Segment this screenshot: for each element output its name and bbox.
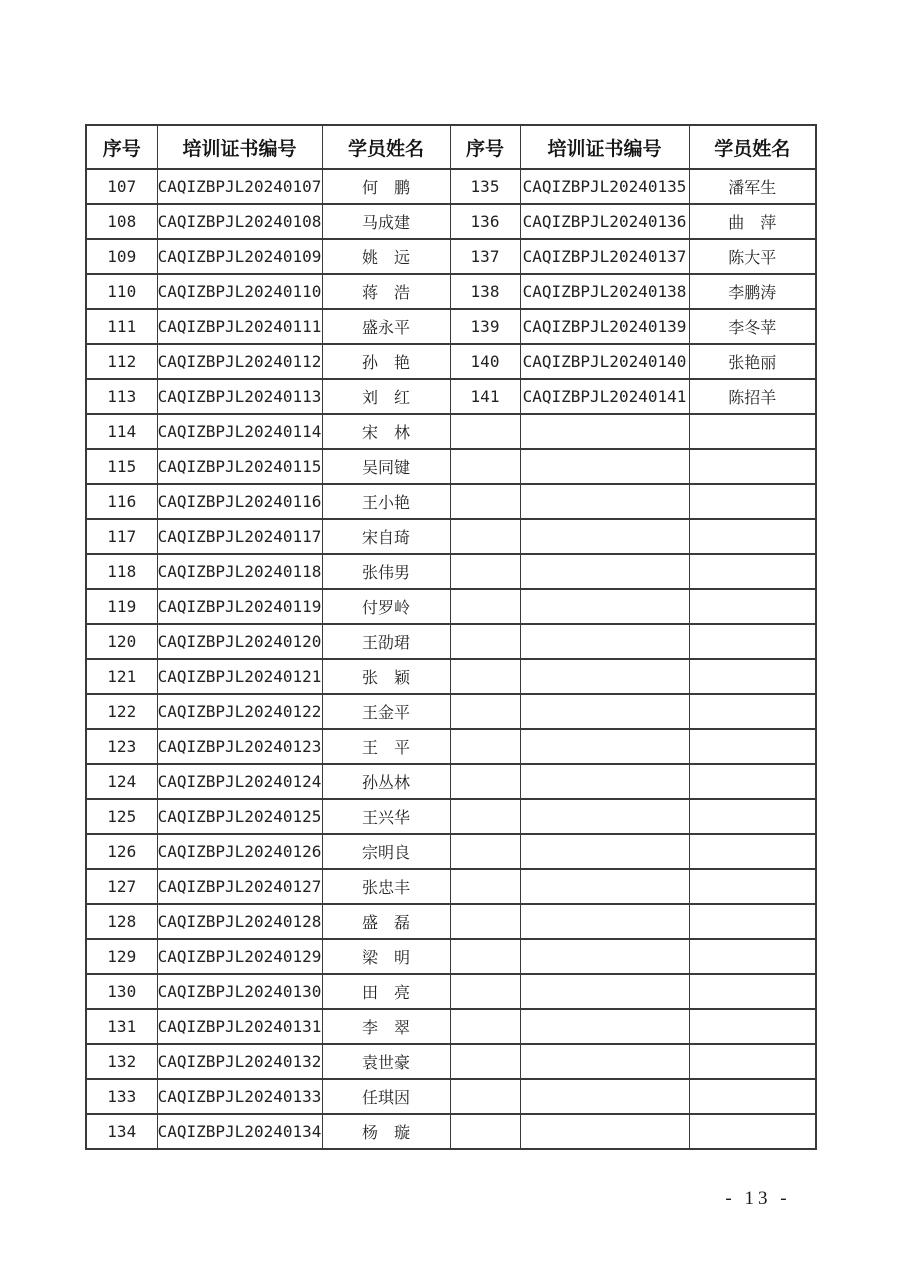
table-row: [86, 309, 816, 344]
cert-cell: [520, 904, 689, 939]
table-row: [86, 1009, 816, 1044]
cert-cell: CAQIZBPJL20240133: [157, 1079, 322, 1114]
serial-cell: [450, 519, 520, 554]
cert-cell: CAQIZBPJL20240115: [157, 449, 322, 484]
cert-cell: CAQIZBPJL20240112: [157, 344, 322, 379]
serial-cell: [450, 694, 520, 729]
serial-cell: [450, 974, 520, 1009]
cert-cell: CAQIZBPJL20240121: [157, 659, 322, 694]
cert-cell: CAQIZBPJL20240107: [157, 169, 322, 204]
cert-cell: [520, 939, 689, 974]
name-cell: 宗明良: [322, 834, 450, 869]
cert-cell: CAQIZBPJL20240125: [157, 799, 322, 834]
serial-cell: 119: [86, 589, 157, 624]
serial-cell: 107: [86, 169, 157, 204]
serial-cell: [450, 624, 520, 659]
name-cell: [689, 624, 816, 659]
serial-cell: [450, 589, 520, 624]
cert-cell: CAQIZBPJL20240122: [157, 694, 322, 729]
serial-cell: 116: [86, 484, 157, 519]
name-cell: 张艳丽: [689, 344, 816, 379]
name-cell: [689, 519, 816, 554]
table-row: [86, 344, 816, 379]
cert-cell: [520, 1114, 689, 1149]
cert-cell: [520, 484, 689, 519]
name-cell: 张伟男: [322, 554, 450, 589]
name-cell: 任琪因: [322, 1079, 450, 1114]
serial-cell: 131: [86, 1009, 157, 1044]
cert-cell: [520, 1009, 689, 1044]
cert-cell: CAQIZBPJL20240132: [157, 1044, 322, 1079]
serial-cell: [450, 659, 520, 694]
name-cell: [689, 834, 816, 869]
serial-cell: [450, 904, 520, 939]
table-row: [86, 729, 816, 764]
serial-cell: 114: [86, 414, 157, 449]
name-cell: [689, 904, 816, 939]
table-row: [86, 904, 816, 939]
cert-cell: [520, 834, 689, 869]
cert-cell: CAQIZBPJL20240127: [157, 869, 322, 904]
serial-cell: 109: [86, 239, 157, 274]
column-header-1: 培训证书编号: [157, 125, 322, 169]
table-row: [86, 1079, 816, 1114]
serial-cell: [450, 554, 520, 589]
serial-cell: 117: [86, 519, 157, 554]
name-cell: 王金平: [322, 694, 450, 729]
serial-cell: 133: [86, 1079, 157, 1114]
serial-cell: [450, 414, 520, 449]
serial-cell: [450, 869, 520, 904]
name-cell: 孙丛林: [322, 764, 450, 799]
cert-cell: [520, 1079, 689, 1114]
cert-cell: CAQIZBPJL20240118: [157, 554, 322, 589]
table-row: [86, 204, 816, 239]
name-cell: [689, 764, 816, 799]
cert-cell: CAQIZBPJL20240138: [520, 274, 689, 309]
table-row: [86, 414, 816, 449]
cert-cell: CAQIZBPJL20240124: [157, 764, 322, 799]
serial-cell: 126: [86, 834, 157, 869]
name-cell: [689, 729, 816, 764]
serial-cell: 108: [86, 204, 157, 239]
name-cell: [689, 974, 816, 1009]
column-header-2: 学员姓名: [322, 125, 450, 169]
trainee-certificate-table: [85, 124, 817, 1150]
cert-cell: [520, 589, 689, 624]
cert-cell: CAQIZBPJL20240123: [157, 729, 322, 764]
table-row: [86, 449, 816, 484]
cert-cell: [520, 414, 689, 449]
serial-cell: 115: [86, 449, 157, 484]
cert-cell: [520, 974, 689, 1009]
cert-cell: [520, 624, 689, 659]
serial-cell: 138: [450, 274, 520, 309]
serial-cell: 110: [86, 274, 157, 309]
serial-cell: 118: [86, 554, 157, 589]
serial-cell: 123: [86, 729, 157, 764]
serial-cell: [450, 764, 520, 799]
cert-cell: [520, 1044, 689, 1079]
cert-cell: CAQIZBPJL20240119: [157, 589, 322, 624]
serial-cell: 112: [86, 344, 157, 379]
table-row: [86, 274, 816, 309]
cert-cell: CAQIZBPJL20240141: [520, 379, 689, 414]
name-cell: 李鹏涛: [689, 274, 816, 309]
name-cell: [689, 414, 816, 449]
name-cell: 陈招羊: [689, 379, 816, 414]
table-row: [86, 869, 816, 904]
table-row: [86, 834, 816, 869]
table-row: [86, 659, 816, 694]
serial-cell: 120: [86, 624, 157, 659]
name-cell: [689, 484, 816, 519]
name-cell: 王兴华: [322, 799, 450, 834]
serial-cell: [450, 1044, 520, 1079]
cert-cell: CAQIZBPJL20240139: [520, 309, 689, 344]
column-header-4: 培训证书编号: [520, 125, 689, 169]
cert-cell: CAQIZBPJL20240134: [157, 1114, 322, 1149]
serial-cell: [450, 1009, 520, 1044]
table-row: [86, 624, 816, 659]
cert-cell: [520, 764, 689, 799]
cert-cell: CAQIZBPJL20240129: [157, 939, 322, 974]
name-cell: [689, 589, 816, 624]
serial-cell: 122: [86, 694, 157, 729]
table-row: [86, 694, 816, 729]
name-cell: [689, 1079, 816, 1114]
name-cell: [689, 799, 816, 834]
serial-cell: 125: [86, 799, 157, 834]
serial-cell: 137: [450, 239, 520, 274]
name-cell: [689, 659, 816, 694]
column-header-0: 序号: [86, 125, 157, 169]
cert-cell: CAQIZBPJL20240136: [520, 204, 689, 239]
name-cell: 梁 明: [322, 939, 450, 974]
cert-cell: CAQIZBPJL20240131: [157, 1009, 322, 1044]
name-cell: 王劭珺: [322, 624, 450, 659]
name-cell: 蒋 浩: [322, 274, 450, 309]
name-cell: [689, 694, 816, 729]
cert-cell: CAQIZBPJL20240113: [157, 379, 322, 414]
name-cell: 潘军生: [689, 169, 816, 204]
name-cell: 田 亮: [322, 974, 450, 1009]
serial-cell: 141: [450, 379, 520, 414]
name-cell: 杨 璇: [322, 1114, 450, 1149]
name-cell: 宋自琦: [322, 519, 450, 554]
table-row: [86, 799, 816, 834]
serial-cell: 124: [86, 764, 157, 799]
table-row: [86, 939, 816, 974]
serial-cell: [450, 1079, 520, 1114]
name-cell: 袁世豪: [322, 1044, 450, 1079]
name-cell: [689, 1114, 816, 1149]
cert-cell: CAQIZBPJL20240135: [520, 169, 689, 204]
name-cell: 宋 林: [322, 414, 450, 449]
name-cell: 曲 萍: [689, 204, 816, 239]
cert-cell: CAQIZBPJL20240109: [157, 239, 322, 274]
table-row: [86, 1114, 816, 1149]
serial-cell: 139: [450, 309, 520, 344]
cert-cell: CAQIZBPJL20240140: [520, 344, 689, 379]
serial-cell: 140: [450, 344, 520, 379]
cert-cell: [520, 799, 689, 834]
table-row: [86, 484, 816, 519]
table-row: [86, 519, 816, 554]
column-header-5: 学员姓名: [689, 125, 816, 169]
name-cell: [689, 554, 816, 589]
cert-cell: CAQIZBPJL20240137: [520, 239, 689, 274]
table-row: [86, 974, 816, 1009]
cert-cell: CAQIZBPJL20240128: [157, 904, 322, 939]
cert-cell: CAQIZBPJL20240116: [157, 484, 322, 519]
name-cell: 张 颖: [322, 659, 450, 694]
serial-cell: 132: [86, 1044, 157, 1079]
cert-cell: CAQIZBPJL20240110: [157, 274, 322, 309]
cert-cell: CAQIZBPJL20240117: [157, 519, 322, 554]
name-cell: [689, 939, 816, 974]
name-cell: 孙 艳: [322, 344, 450, 379]
cert-cell: [520, 554, 689, 589]
cert-cell: CAQIZBPJL20240111: [157, 309, 322, 344]
cert-cell: [520, 519, 689, 554]
name-cell: 姚 远: [322, 239, 450, 274]
serial-cell: [450, 1114, 520, 1149]
name-cell: 李冬苹: [689, 309, 816, 344]
cert-cell: CAQIZBPJL20240130: [157, 974, 322, 1009]
table-row: [86, 589, 816, 624]
serial-cell: 130: [86, 974, 157, 1009]
serial-cell: [450, 834, 520, 869]
name-cell: 张忠丰: [322, 869, 450, 904]
table-row: [86, 764, 816, 799]
serial-cell: 135: [450, 169, 520, 204]
cert-cell: [520, 729, 689, 764]
cert-cell: [520, 694, 689, 729]
name-cell: 王 平: [322, 729, 450, 764]
name-cell: 付罗岭: [322, 589, 450, 624]
table-row: [86, 1044, 816, 1079]
serial-cell: 127: [86, 869, 157, 904]
serial-cell: 129: [86, 939, 157, 974]
serial-cell: [450, 484, 520, 519]
cert-cell: CAQIZBPJL20240114: [157, 414, 322, 449]
table-row: [86, 554, 816, 589]
serial-cell: [450, 729, 520, 764]
name-cell: 陈大平: [689, 239, 816, 274]
name-cell: 王小艳: [322, 484, 450, 519]
serial-cell: 128: [86, 904, 157, 939]
cert-cell: CAQIZBPJL20240120: [157, 624, 322, 659]
serial-cell: 121: [86, 659, 157, 694]
name-cell: 李 翠: [322, 1009, 450, 1044]
table-header-row: [86, 125, 816, 169]
serial-cell: [450, 939, 520, 974]
name-cell: [689, 869, 816, 904]
serial-cell: [450, 449, 520, 484]
name-cell: 刘 红: [322, 379, 450, 414]
serial-cell: 113: [86, 379, 157, 414]
serial-cell: 134: [86, 1114, 157, 1149]
cert-cell: [520, 449, 689, 484]
name-cell: 马成建: [322, 204, 450, 239]
cert-cell: CAQIZBPJL20240126: [157, 834, 322, 869]
page-number: - 13 -: [725, 1188, 791, 1209]
serial-cell: 136: [450, 204, 520, 239]
name-cell: 吴同键: [322, 449, 450, 484]
name-cell: [689, 1009, 816, 1044]
name-cell: 何 鹏: [322, 169, 450, 204]
table-row: [86, 169, 816, 204]
name-cell: [689, 449, 816, 484]
serial-cell: 111: [86, 309, 157, 344]
serial-cell: [450, 799, 520, 834]
cert-cell: [520, 659, 689, 694]
column-header-3: 序号: [450, 125, 520, 169]
name-cell: [689, 1044, 816, 1079]
cert-cell: CAQIZBPJL20240108: [157, 204, 322, 239]
table-row: [86, 239, 816, 274]
name-cell: 盛 磊: [322, 904, 450, 939]
cert-cell: [520, 869, 689, 904]
table-row: [86, 379, 816, 414]
name-cell: 盛永平: [322, 309, 450, 344]
